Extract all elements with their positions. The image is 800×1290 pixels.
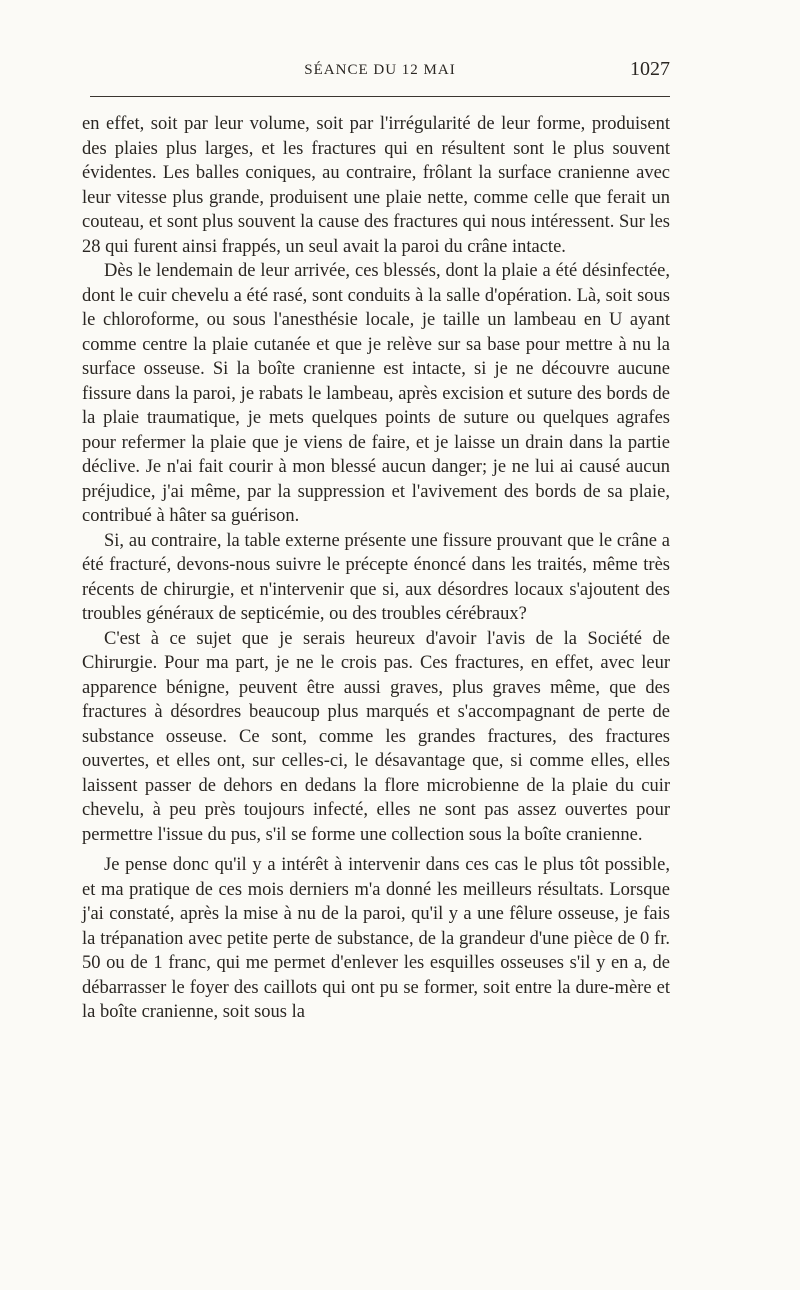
header-rule [90,96,670,97]
paragraph: Dès le lendemain de leur arrivée, ces blessés, dont la plaie a été désinfectée, dont le cuir chevelu a été rasé, sont conduits à la salle d'opération. Là, soit sous le chloroforme, ou sous l'anesthésie locale, je taille un lambeau en U ayant comme centre la plaie cutanée et que je relève sur sa base pour mettre à nu la surface osseuse. Si la boîte cranienne est intacte, si je ne découvre aucune fissure dans la paroi, je rabats le lambeau, après excision et suture des bords de la plaie traumatique, je mets quelques points de suture ou quelques agrafes pour refermer la plaie que je viens de faire, et je laisse un drain dans la partie déclive. Je n'ai fait courir à mon blessé aucun danger; je ne lui ai causé aucun préjudice, j'ai même, par la suppression et l'avivement des bords de sa plaie, contribué à hâter sa guérison. [82,261,670,526]
body-text [82,112,670,1025]
running-title: SÉANCE DU 12 MAI [304,62,456,78]
paragraph: Si, au contraire, la table externe présente une fissure prouvant que le crâne a été fracturé, devons-nous suivre le précepte énoncé dans les traités, même très récents de chirurgie, et n'intervenir que si, aux désordres locaux s'ajoutent des troubles généraux de septicémie, ou des troubles cérébraux? [82,530,670,624]
paragraph: en effet, soit par leur volume, soit par l'irrégularité de leur forme, produisent des plaies plus larges, et les fractures qui en résultent sont le plus souvent évidentes. Les balles coniques, au contraire, frôlant la surface cranienne avec leur vitesse plus grande, produisent une plaie nette, comme celle que ferait un couteau, et sont plus souvent la cause des fractures qui nous intéressent. Sur les 28 qui furent ainsi frappés, un seul avait la paroi du crâne intacte. [82,114,670,257]
page-header [90,58,670,92]
paragraph: C'est à ce sujet que je serais heureux d'avoir l'avis de la Société de Chirurgie. Pour ma part, je ne le crois pas. Ces fractures, en effet, avec leur apparence bénigne, peuvent être aussi graves, plus graves même, que des fractures à désordres beaucoup plus marqués et s'accompagnant de perte de substance osseuse. Ce sont, comme les grandes fractures, des fractures ouvertes, et elles ont, sur celles-ci, le désavantage que, si comme elles, elles laissent passer de dehors en dedans la flore microbienne de la plaie du cuir chevelu, à peu près toujours infecté, elles ne sont pas assez ouvertes pour permettre l'issue du pus, s'il se forme une collection sous la boîte cranienne. [82,628,670,845]
page-number: 1027 [630,58,670,80]
paragraph: Je pense donc qu'il y a intérêt à intervenir dans ces cas le plus tôt possible, et ma pratique de ces mois derniers m'a donné les meilleurs résultats. Lorsque j'ai constaté, après la mise à nu de la paroi, qu'il y a une fêlure osseuse, je fais la trépanation avec petite perte de substance, de la grandeur d'une pièce de 0 fr. 50 ou de 1 franc, qui me permet d'enlever les esquilles osseuses s'il y en a, de débarrasser le foyer des caillots qui ont pu se former, soit entre la dure-mère et la boîte cranienne, soit sous la [82,855,670,1022]
